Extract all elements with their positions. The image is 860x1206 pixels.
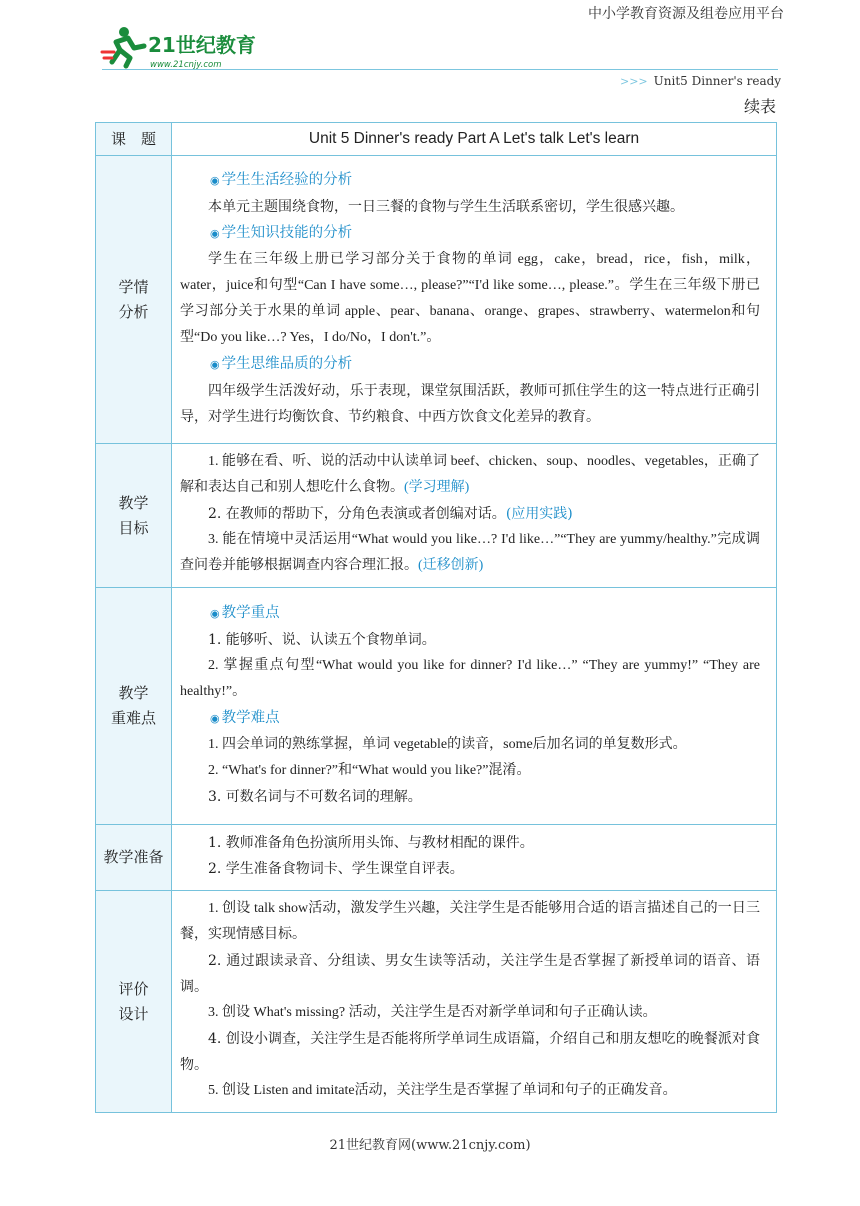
logo-url: www.21cnjy.com [150,60,222,70]
runner-logo-icon [100,22,280,72]
row-preparation [96,825,777,891]
row-student-analysis [96,156,777,444]
analysis-subheading [180,167,760,194]
objective-tag: (迁移创新) [418,558,484,573]
objective-item [180,501,760,527]
key-point-item: 2. 掌握重点句型“What would you like for dinner? I'd like…” “They are yummy!” “They are healthy!”。 [180,657,760,699]
analysis-subheading [180,220,760,247]
evaluation-label [96,891,172,1113]
key-points-subheading [180,600,760,627]
preparation-item: 2. 学生准备食物词卡、学生课堂自评表。 [208,861,464,877]
unit-tag [620,74,781,88]
difficult-point-item: 1. 四会单词的熟练掌握，单词 vegetable的读音，some后加名词的单复数形式。 [208,736,687,752]
analysis-content [172,156,777,444]
bullet-icon: ◉ [210,226,220,240]
bullet-icon: ◉ [210,357,220,371]
objectives-label-line1: 教学 [118,493,149,512]
continued-label: 续表 [743,97,776,116]
bullet-icon: ◉ [210,606,220,620]
row-evaluation [96,891,777,1113]
objective-tag: (应用实践) [505,506,573,522]
subheading-text: 学生知识技能的分析 [221,224,353,241]
platform-name: 中小学教育资源及组卷应用平台 [588,6,784,22]
bullet-icon: ◉ [210,173,220,187]
objective-text: 3. 能在情境中灵活运用“What would you like…? I'd like…”“They are yummy/healthy.”完成调查问卷并能够根据调查内容合理汇报。 [180,532,760,573]
evaluation-item: 2. 通过跟读录音、分组读、男女生读等活动，关注学生是否掌握了新授单词的语音、语调。 [180,953,760,995]
difficult-point-item: 2. “What's for dinner?”和“What would you like?”混淆。 [208,762,531,778]
preparation-label: 教学准备 [96,825,172,891]
objective-item [180,449,760,501]
evaluation-item: 5. 创设 Listen and imitate活动，关注学生是否掌握了单词和句子的正确发音。 [208,1083,677,1098]
bullet-icon: ◉ [210,711,220,725]
evaluation-label-line1: 评价 [118,979,149,998]
objective-text: 1. 能够在看、听、说的活动中认读单词 beef、chicken、soup、noodles、vegetables，正确了解和表达自己和别人想吃什么食物。 [180,454,760,495]
row-objectives [96,444,777,588]
course-title: Unit 5 Dinner's ready Part A Let's talk Let's learn [172,123,777,156]
analysis-label-line2: 分析 [118,302,149,321]
row-key-points [96,588,777,825]
key-points-label-line2: 重难点 [110,709,156,727]
row-course-title [96,123,777,156]
analysis-subheading [180,351,760,378]
key-point-item: 1. 能够听、说、认读五个食物单词。 [208,631,436,648]
objectives-content [172,444,777,588]
evaluation-item: 3. 创设 What's missing? 活动，关注学生是否对新学单词和句子正确认读。 [208,1005,657,1020]
analysis-label-line1: 学情 [118,277,149,296]
footer-site-link[interactable]: 21世纪教育网(www.21cnjy.com) [329,1138,531,1153]
preparation-item: 1. 教师准备角色扮演所用头饰、与教材相配的课件。 [208,835,534,851]
difficult-point-item: 3. 可数名词与不可数名词的理解。 [208,788,422,805]
objectives-label-line2: 目标 [118,518,149,537]
unit-tag-text: Unit5 Dinner's ready [653,74,782,88]
site-logo[interactable] [100,22,280,72]
logo-text: 21世纪教育 [148,33,256,57]
subheading-text: 学生生活经验的分析 [221,171,353,188]
analysis-paragraph: 四年级学生活泼好动，乐于表现，课堂氛围活跃，教师可抓住学生的这一特点进行正确引导，对学生进行均衡饮食、节约粮食、中西方饮食文化差异的教育。 [180,382,760,425]
analysis-paragraph: 本单元主题围绕食物，一日三餐的食物与学生生活联系密切，学生很感兴趣。 [208,198,684,215]
subheading-text: 学生思维品质的分析 [221,355,353,372]
analysis-paragraph: 学生在三年级上册已学习部分关于食物的单词 egg，cake，bread，rice，fish，milk，water，juice和句型“Can I have some…, please?”“I'd like some…, please.”。学生在三年级下册已学习部分关于水果的单词 apple、pear、banana、orange、grapes、strawberry、watermelon和句型“Do you like…? Yes，I do/No，I don't.”。 [180,251,760,345]
header-divider [102,69,778,70]
key-points-label-line1: 教学 [118,684,149,702]
objectives-label [96,444,172,588]
key-points-label [96,588,172,825]
objective-text: 2. 在教师的帮助下，分角色表演或者创编对话。 [208,506,506,522]
preparation-content [172,825,777,891]
arrows-icon: >>> [620,75,648,88]
evaluation-item: 4. 创设小调查，关注学生是否能将所学单词生成语篇，介绍自己和朋友想吃的晚餐派对食物。 [180,1031,760,1073]
lesson-plan-table [95,122,777,1113]
key-points-content [172,588,777,825]
evaluation-label-line2: 设计 [118,1004,149,1023]
evaluation-content [172,891,777,1113]
subheading-text: 教学重点 [221,604,280,621]
difficult-points-subheading [180,705,760,732]
analysis-label [96,156,172,444]
course-title-label: 课 题 [96,123,172,156]
objective-item [180,527,760,579]
evaluation-item: 1. 创设 talk show活动，激发学生兴趣，关注学生是否能够用合适的语言描述自己的一日三餐，实现情感目标。 [180,901,760,942]
objective-tag: (学习理解) [404,480,470,495]
subheading-text: 教学难点 [221,709,280,726]
